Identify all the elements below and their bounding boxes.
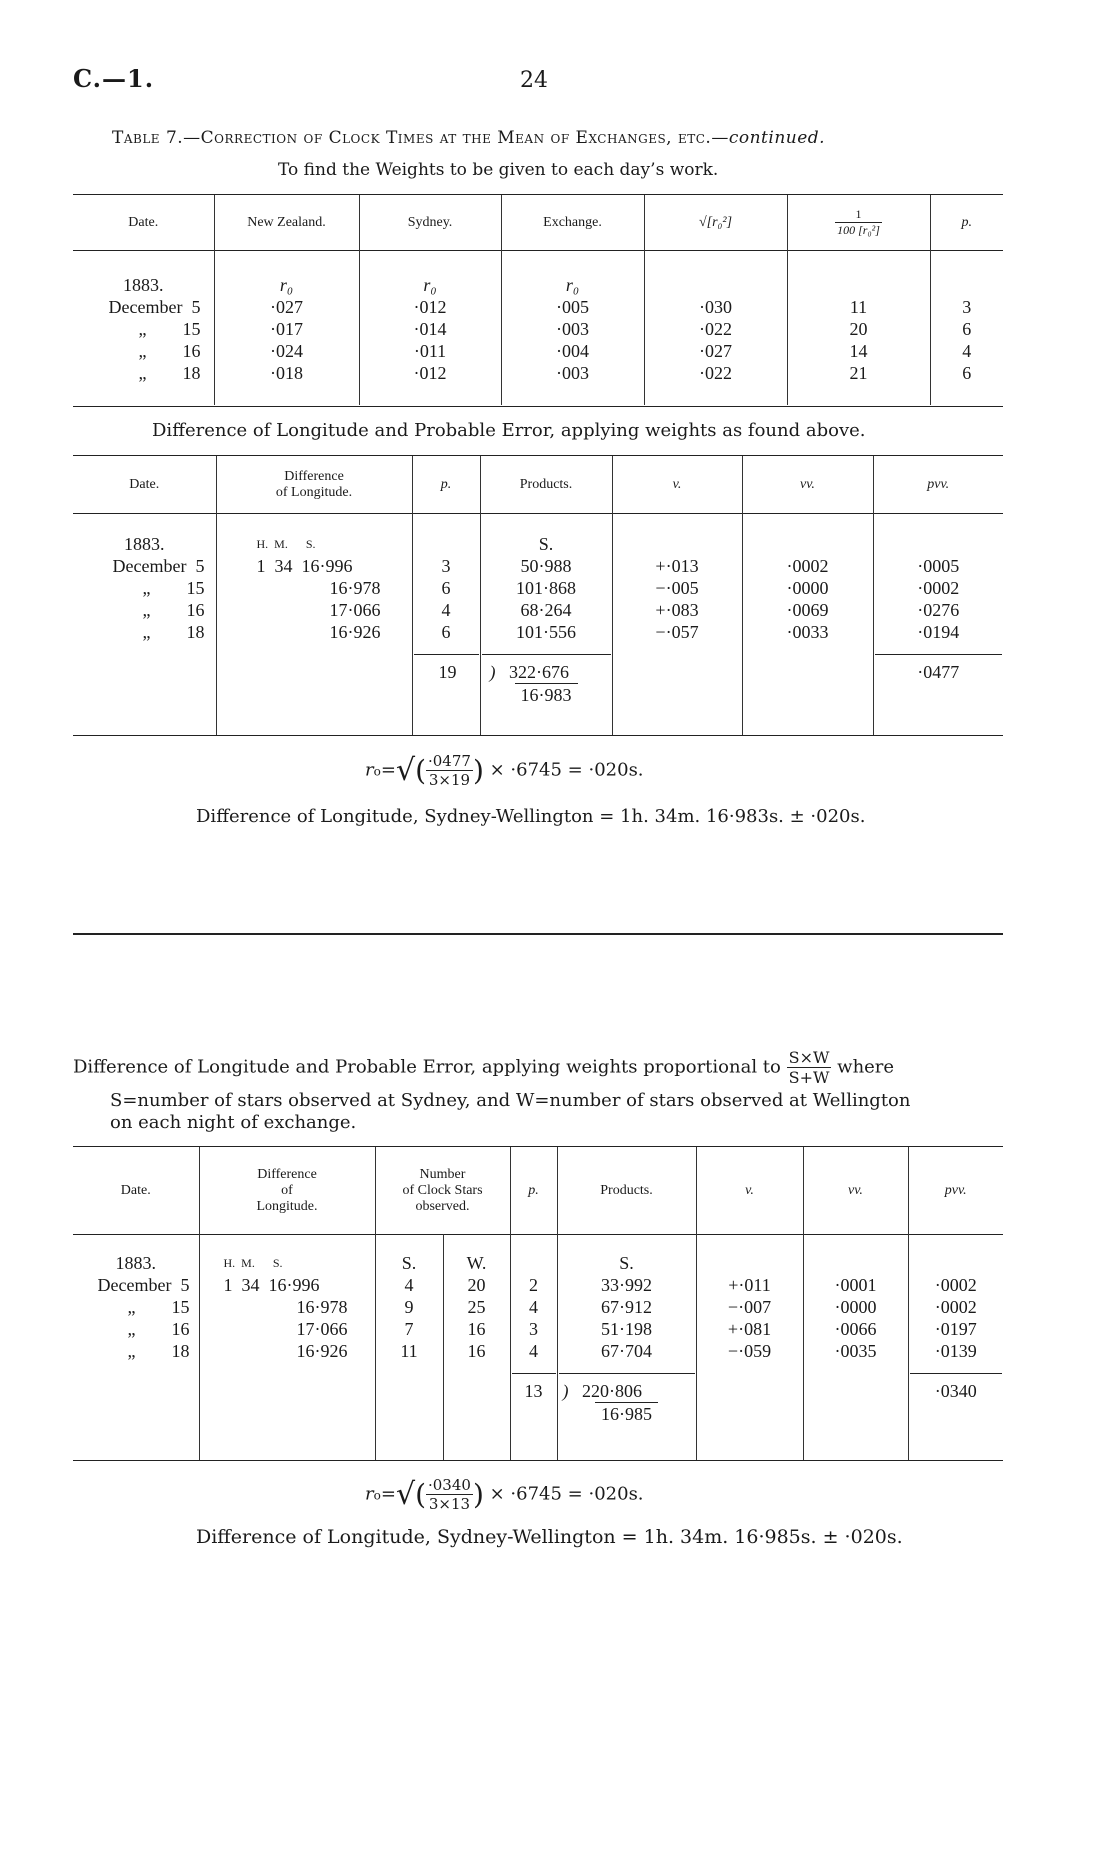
- sum-products: 220·806: [582, 1381, 642, 1401]
- v-value: +·081: [727, 1319, 772, 1339]
- s2-p-cell: [412, 513, 480, 735]
- p-value: 4: [962, 341, 972, 361]
- pvv-value: ·0002: [934, 1275, 977, 1295]
- date-row: December 5: [97, 1275, 190, 1295]
- col-products: Products.: [480, 456, 612, 513]
- s3-longitude-cell: [199, 1234, 375, 1460]
- pvv-value: ·0139: [934, 1341, 977, 1361]
- sqrt-value: ·030: [699, 297, 732, 317]
- s2-longitude-cell: [216, 513, 412, 735]
- w-value: 16: [467, 1341, 486, 1361]
- col-p: p.: [412, 456, 480, 513]
- s2-products-cell: [480, 513, 612, 735]
- section2-caption: Difference of Longitude and Probable Error, applying weights as found above.: [152, 420, 866, 441]
- col-v: v.: [696, 1147, 803, 1234]
- vv-value: ·0066: [834, 1319, 877, 1339]
- vv-value: ·0069: [786, 600, 829, 620]
- product-value: 101·868: [516, 578, 576, 598]
- section3-caption: [73, 1048, 1003, 1087]
- longitude-value: 16·926: [296, 1341, 348, 1361]
- s3-products-cell: [557, 1234, 696, 1460]
- table7-title-text: Table 7.—Correction of Clock Times at the Mean of Exchanges, etc.—: [112, 128, 729, 148]
- section2-bottom-rule: [73, 735, 1003, 736]
- col-inverse: [787, 195, 930, 250]
- sum-products: 322·676: [509, 662, 569, 682]
- col-date: Date.: [120, 1182, 151, 1198]
- s-value: 4: [404, 1275, 414, 1295]
- longitude-value: 16·978: [296, 1297, 348, 1317]
- v-value: +·083: [655, 600, 699, 620]
- col-new-zealand: New Zealand.: [214, 195, 359, 250]
- sum-p: 13: [512, 1373, 556, 1402]
- pvv-value: ·0002: [917, 578, 960, 598]
- page-number: 24: [520, 68, 548, 93]
- s-value: 9: [404, 1297, 414, 1317]
- caption-frac-num: S×W: [788, 1048, 830, 1067]
- nz-value: ·027: [270, 297, 303, 317]
- v-value: −·005: [655, 578, 699, 598]
- s3-s-cell: [375, 1234, 443, 1460]
- sum-pvv: ·0477: [875, 654, 1003, 683]
- p-value: 4: [529, 1297, 538, 1317]
- sum-products-row: ) 220·806: [559, 1373, 695, 1402]
- longitude-value: 1 34 16·996: [256, 556, 353, 576]
- sqrt-value: ·022: [699, 319, 732, 339]
- s3-w-cell: [443, 1234, 510, 1460]
- sydney-value: ·011: [413, 341, 447, 361]
- year: 1883.: [115, 1253, 156, 1273]
- longitude-value: 17·066: [296, 1319, 348, 1339]
- formula-numerator: ·0477: [428, 752, 471, 770]
- col-date: Date.: [129, 476, 160, 492]
- p-value: 4: [529, 1341, 538, 1361]
- caption-part-a: Difference of Longitude and Probable Error, applying weights proportional to: [73, 1056, 781, 1078]
- section-divider: [73, 933, 1003, 935]
- nz-value: ·017: [270, 319, 303, 339]
- table7-title-continued: continued.: [728, 128, 826, 148]
- s3-pvv-cell: [908, 1234, 1003, 1460]
- date-row: „ 18: [142, 622, 205, 642]
- inverse-value: 14: [849, 341, 868, 361]
- col-vv: vv.: [803, 1147, 908, 1234]
- s-head: S.: [401, 1253, 417, 1273]
- year: 1883.: [124, 534, 165, 554]
- s2-v-cell: [612, 513, 742, 735]
- date-row-1: December 5: [108, 297, 201, 317]
- pvv-value: ·0197: [934, 1319, 977, 1339]
- vv-value: ·0000: [834, 1297, 877, 1317]
- w-head: W.: [466, 1253, 487, 1273]
- s3-vv-cell: [803, 1234, 908, 1460]
- col-date: Date.: [128, 214, 159, 230]
- s3-v-cell: [696, 1234, 803, 1460]
- s-unit: S.: [538, 534, 554, 554]
- col-diff-longitude: [216, 456, 412, 513]
- col-num-line2: of Clock Stars: [402, 1182, 483, 1198]
- p-value: 4: [441, 600, 451, 620]
- p-value: 2: [529, 1275, 538, 1295]
- p-value: 6: [441, 578, 451, 598]
- exchange-cell: [501, 250, 644, 405]
- pvv-value: ·0194: [917, 622, 960, 642]
- s2-formula: ro=√( $\frac{\cdot 0477}{3\times 19}$ ) × ·6745 = ·020s.: [365, 752, 644, 789]
- nz-value: ·018: [270, 363, 303, 383]
- inverse-cell: [787, 250, 930, 405]
- date-row: „ 15: [127, 1297, 190, 1317]
- table7-title: [112, 128, 825, 148]
- pvv-value: ·0005: [917, 556, 960, 576]
- sydney-value: ·012: [413, 363, 447, 383]
- s3-formula: ro=√( $\frac{\cdot 0340}{3\times 13}$ ) × ·6745 = ·020s.: [365, 1476, 644, 1513]
- s3-result: Difference of Longitude, Sydney-Wellington = 1h. 34m. 16·985s. ± ·020s.: [196, 1526, 903, 1548]
- sydney-value: ·012: [413, 297, 447, 317]
- col-vv: vv.: [742, 456, 873, 513]
- col-diff-line3: Longitude.: [256, 1198, 318, 1214]
- sqrt-value: ·027: [699, 341, 732, 361]
- exchange-value: ·005: [556, 297, 589, 317]
- col-p: p.: [510, 1147, 557, 1234]
- col-sqrt-ro2: √[r₀²]: [644, 195, 787, 250]
- sqrt-value: ·022: [699, 363, 732, 383]
- v-value: +·013: [655, 556, 699, 576]
- sum-p-value: 19: [438, 662, 457, 682]
- s3-date-cell: [73, 1234, 199, 1460]
- longitude-value: 1 34 16·996: [223, 1275, 320, 1295]
- date-row: „ 16: [142, 600, 205, 620]
- sum-p: [414, 654, 479, 683]
- col-pvv: pvv.: [908, 1147, 1003, 1234]
- caption-part-b: where: [837, 1056, 895, 1078]
- section3-bottom-rule: [73, 1460, 1003, 1461]
- ro-label: r₀: [565, 275, 580, 295]
- ro-label: r₀: [279, 275, 294, 295]
- col-num-line3: observed.: [415, 1198, 470, 1214]
- date-row-2: „ 15: [138, 319, 201, 339]
- col-diff-line2: of: [281, 1182, 293, 1198]
- caption-frac-den: S+W: [788, 1068, 830, 1087]
- longitude-value: 16·978: [329, 578, 381, 598]
- exchange-value: ·003: [556, 363, 589, 383]
- nz-cell: [214, 250, 359, 405]
- col-diff-line2: of Longitude.: [275, 484, 353, 500]
- p-value: 6: [962, 363, 972, 383]
- year: 1883.: [123, 275, 164, 295]
- s3-p-cell: [510, 1234, 557, 1460]
- product-value: 33·992: [601, 1275, 652, 1295]
- col-number-stars: [375, 1147, 510, 1234]
- vv-value: ·0035: [834, 1341, 877, 1361]
- date-row-3: „ 16: [138, 341, 201, 361]
- p-value: 6: [441, 622, 451, 642]
- table7-date-cell: [73, 250, 214, 405]
- p-value: 6: [962, 319, 972, 339]
- formula-rest: × ·6745 = ·020s.: [489, 1483, 644, 1505]
- section2-table: [73, 456, 1003, 735]
- date-row-4: „ 18: [138, 363, 201, 383]
- nz-value: ·024: [270, 341, 303, 361]
- section3-caption-line2: S=number of stars observed at Sydney, and W=number of stars observed at Wellington: [110, 1090, 911, 1111]
- col-num-line1: Number: [419, 1166, 466, 1182]
- formula-numerator: ·0340: [428, 1476, 471, 1494]
- v-value: −·059: [727, 1341, 772, 1361]
- col-inverse-num: 1: [835, 207, 882, 223]
- product-value: 67·704: [601, 1341, 652, 1361]
- formula-denominator: 3×13: [428, 1495, 471, 1513]
- v-value: +·011: [728, 1275, 771, 1295]
- s2-result: Difference of Longitude, Sydney-Wellington = 1h. 34m. 16·983s. ± ·020s.: [196, 806, 866, 827]
- product-value: 68·264: [520, 600, 572, 620]
- col-pvv: pvv.: [873, 456, 1003, 513]
- hms-label: H. M. S.: [223, 1256, 283, 1270]
- sydney-cell: [359, 250, 501, 405]
- table7-bottom-rule: [73, 406, 1003, 407]
- sydney-value: ·014: [413, 319, 447, 339]
- sum-pvv: ·0340: [910, 1373, 1003, 1402]
- table7: [73, 195, 1003, 405]
- col-inverse-den: 100 [r₀²]: [837, 223, 880, 237]
- date-row: „ 15: [142, 578, 205, 598]
- sum-products-row: ) 322·676: [482, 654, 611, 683]
- col-diff-line1: Difference: [257, 1166, 317, 1182]
- p-value: 3: [529, 1319, 538, 1339]
- ro-label: r₀: [423, 275, 437, 295]
- s2-date-cell: [73, 513, 216, 735]
- date-row: „ 16: [127, 1319, 190, 1339]
- inverse-value: 21: [849, 363, 868, 383]
- s2-vv-cell: [742, 513, 873, 735]
- product-value: 101·556: [516, 622, 576, 642]
- mean-value: 16·985: [595, 1402, 658, 1425]
- w-value: 25: [467, 1297, 486, 1317]
- p-cell: [930, 250, 1003, 405]
- col-products: Products.: [557, 1147, 696, 1234]
- mean-value: 16·983: [515, 683, 578, 706]
- date-row: December 5: [112, 556, 205, 576]
- product-value: 50·988: [520, 556, 572, 576]
- s-value: 7: [404, 1319, 414, 1339]
- hms-label: H. M. S.: [256, 537, 316, 551]
- s-unit: S.: [619, 1253, 634, 1273]
- exchange-value: ·004: [556, 341, 589, 361]
- longitude-value: 16·926: [329, 622, 381, 642]
- v-value: −·057: [655, 622, 699, 642]
- inverse-value: 20: [849, 319, 868, 339]
- w-value: 16: [467, 1319, 486, 1339]
- series-code: C.—1.: [73, 64, 155, 93]
- table7-subtitle: To find the Weights to be given to each day’s work.: [278, 160, 719, 180]
- sqrt-cell: [644, 250, 787, 405]
- product-value: 51·198: [601, 1319, 652, 1339]
- col-v: v.: [612, 456, 742, 513]
- s-value: 11: [400, 1341, 418, 1361]
- v-value: −·007: [727, 1297, 772, 1317]
- s2-pvv-cell: [873, 513, 1003, 735]
- col-p: p.: [930, 195, 1003, 250]
- section3-caption-line3: on each night of exchange.: [110, 1112, 357, 1133]
- w-value: 20: [467, 1275, 486, 1295]
- date-row: „ 18: [127, 1341, 190, 1361]
- vv-value: ·0002: [786, 556, 829, 576]
- p-value: 3: [962, 297, 972, 317]
- pvv-value: ·0002: [934, 1297, 977, 1317]
- vv-value: ·0001: [834, 1275, 877, 1295]
- formula-rest: × ·6745 = ·020s.: [489, 759, 644, 781]
- col-exchange: Exchange.: [501, 195, 644, 250]
- inverse-value: 11: [849, 297, 868, 317]
- vv-value: ·0033: [786, 622, 829, 642]
- col-diff-line1: Difference: [284, 468, 344, 484]
- p-value: 3: [441, 556, 451, 576]
- formula-denominator: 3×19: [428, 771, 471, 789]
- section3-table: [73, 1147, 1003, 1460]
- exchange-value: ·003: [556, 319, 589, 339]
- pvv-value: ·0276: [917, 600, 960, 620]
- col-diff-longitude: [199, 1147, 375, 1234]
- vv-value: ·0000: [786, 578, 829, 598]
- col-sydney: Sydney.: [359, 195, 501, 250]
- product-value: 67·912: [601, 1297, 652, 1317]
- longitude-value: 17·066: [329, 600, 381, 620]
